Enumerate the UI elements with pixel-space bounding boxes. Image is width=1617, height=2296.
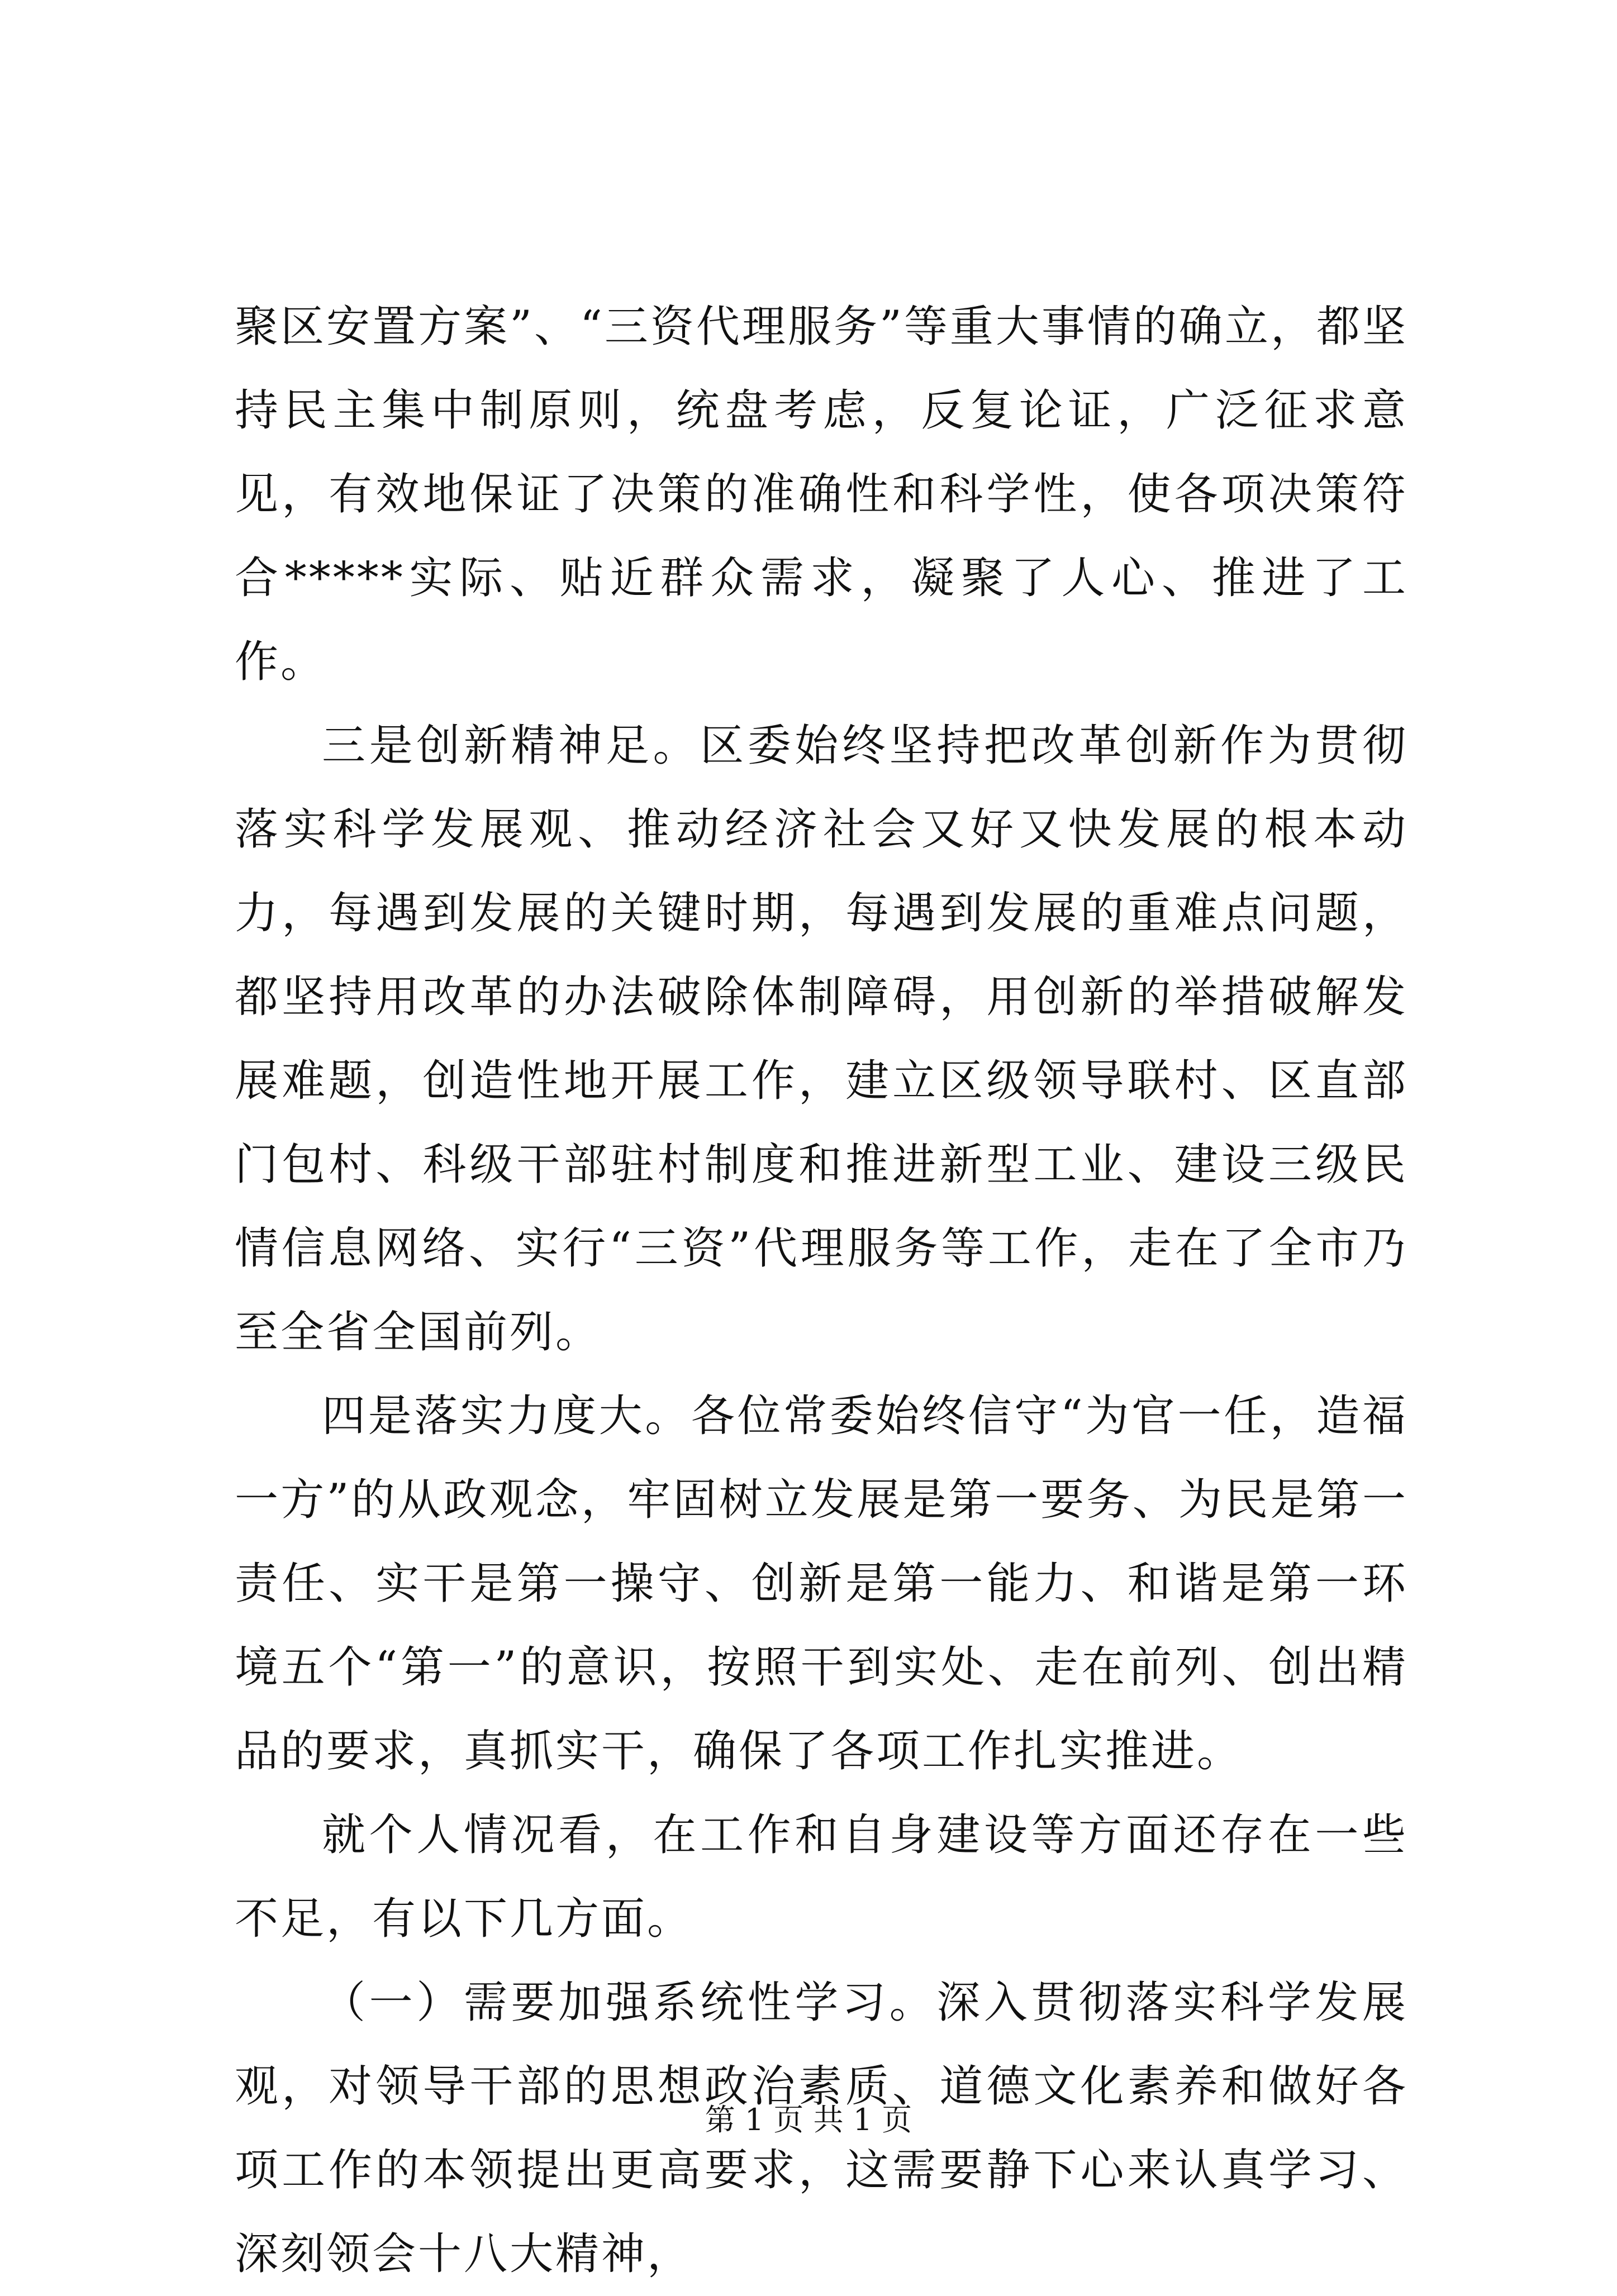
- paragraph-3: 四是落实力度大。各位常委始终信守“为官一任，造福一方”的从政观念，牢固树立发展是第一要务、为民是第一责任、实干是第一操守、创新是第一能力、和谐是第一环境五个“第一”的意识，按照干到实处、走在前列、创出精品的要求，真抓实干，确保了各项工作扎实推进。: [235, 1391, 1408, 1776]
- paragraph-2: 三是创新精神足。区委始终坚持把改革创新作为贯彻落实科学发展观、推动经济社会又好又快发展的根本动力，每遇到发展的关键时期，每遇到发展的重难点问题，都坚持用改革的办法破除体制障碍，用创新的举措破解发展难题，创造性地开展工作，建立区级领导联村、区直部门包村、科级干部驻村制度和推进新型工业、建设三级民情信息网络、实行“三资”代理服务等工作，走在了全市乃至全省全国前列。: [235, 721, 1408, 1357]
- paragraph-5: （一）需要加强系统性学习。深入贯彻落实科学发展观，对领导干部的思想政治素质、道德文化素养和做好各项工作的本领提出更高要求，这需要静下心来认真学习、深刻领会十八大精神，: [235, 1978, 1408, 2279]
- page-footer: 第 1 页 共 1 页: [705, 2102, 912, 2137]
- document-body: [235, 285, 1408, 2296]
- paragraph-1: 聚区安置方案”、“三资代理服务”等重大事情的确立，都坚持民主集中制原则，统盘考虑，反复论证，广泛征求意见，有效地保证了决策的准确性和科学性，使各项决策符合*****实际、贴近群众需求，凝聚了人心、推进了工作。: [235, 302, 1408, 687]
- paragraph-4: 就个人情况看，在工作和自身建设等方面还存在一些不足，有以下几方面。: [235, 1810, 1408, 1944]
